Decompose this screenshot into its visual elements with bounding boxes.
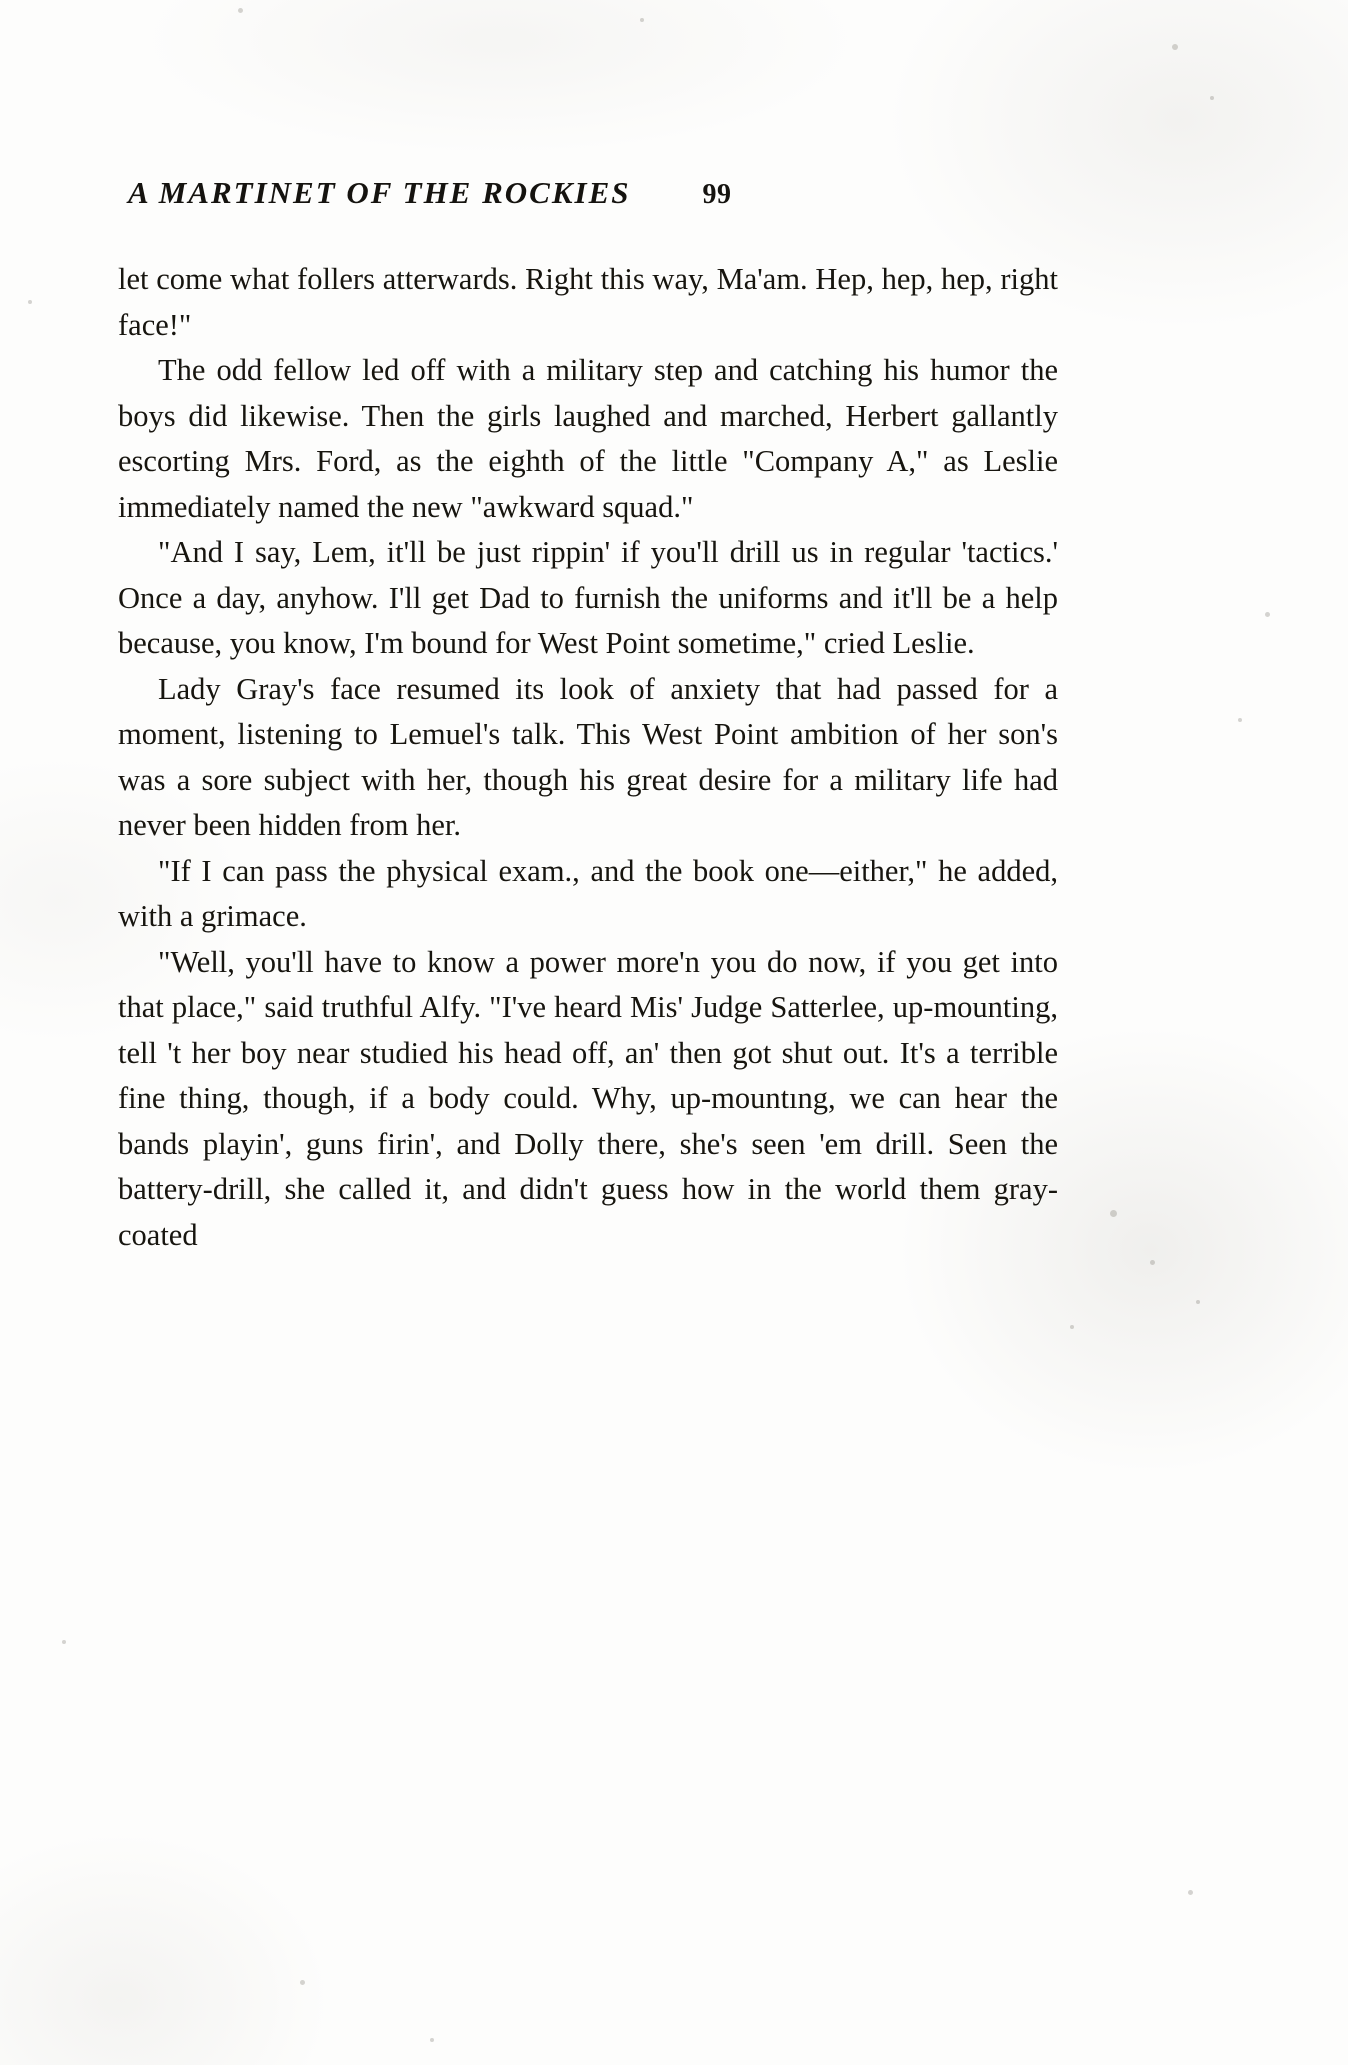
page-number: 99 bbox=[702, 179, 732, 210]
paragraph: "And I say, Lem, it'll be just rippin' if you'll drill us in regular 'tactics.' Once a day, anyhow. I'll get Dad to furnish the uniforms and it'll be a help because, you know, I'm bound for West Point sometime," cried Leslie. bbox=[118, 535, 1058, 660]
running-head bbox=[118, 175, 1058, 211]
paragraph: "Well, you'll have to know a power more'n you do now, if you get into that place," said truthful Alfy. "I've heard Mis' Judge Satterlee, up-mounting, tell 't her boy near studied his head off, an' then got shut out. It's a terrible fine thing, though, if a body could. Why, up-mountıng, we can hear the bands playin', guns firin', and Dolly there, she's seen 'em drill. Seen the battery-drill, she called it, and didn't guess how in the world them gray-coated bbox=[118, 944, 1058, 1252]
paragraph: Lady Gray's face resumed its look of anxiety that had passed for a moment, listening to Lemuel's talk. This West Point ambition of her son's was a sore subject with her, though his great desire for a military life had never been hidden from her. bbox=[118, 671, 1058, 842]
paragraph: The odd fellow led off with a military step and catching his humor the boys did likewise. Then the girls laughed and marched, Herbert gallantly escorting Mrs. Ford, as the eighth of the little "Company A," as Leslie immediately named the new "awkward squad." bbox=[118, 353, 1058, 524]
paragraph: let come what follers atterwards. Right this way, Ma'am. Hep, hep, hep, right face!" bbox=[118, 262, 1058, 342]
running-head-title: A MARTINET OF THE ROCKIES bbox=[128, 175, 631, 210]
body-text bbox=[118, 257, 1058, 1304]
paragraph: "If I can pass the physical exam., and the book one—either," he added, with a grimace. bbox=[118, 853, 1058, 933]
page-content bbox=[118, 175, 1058, 1304]
